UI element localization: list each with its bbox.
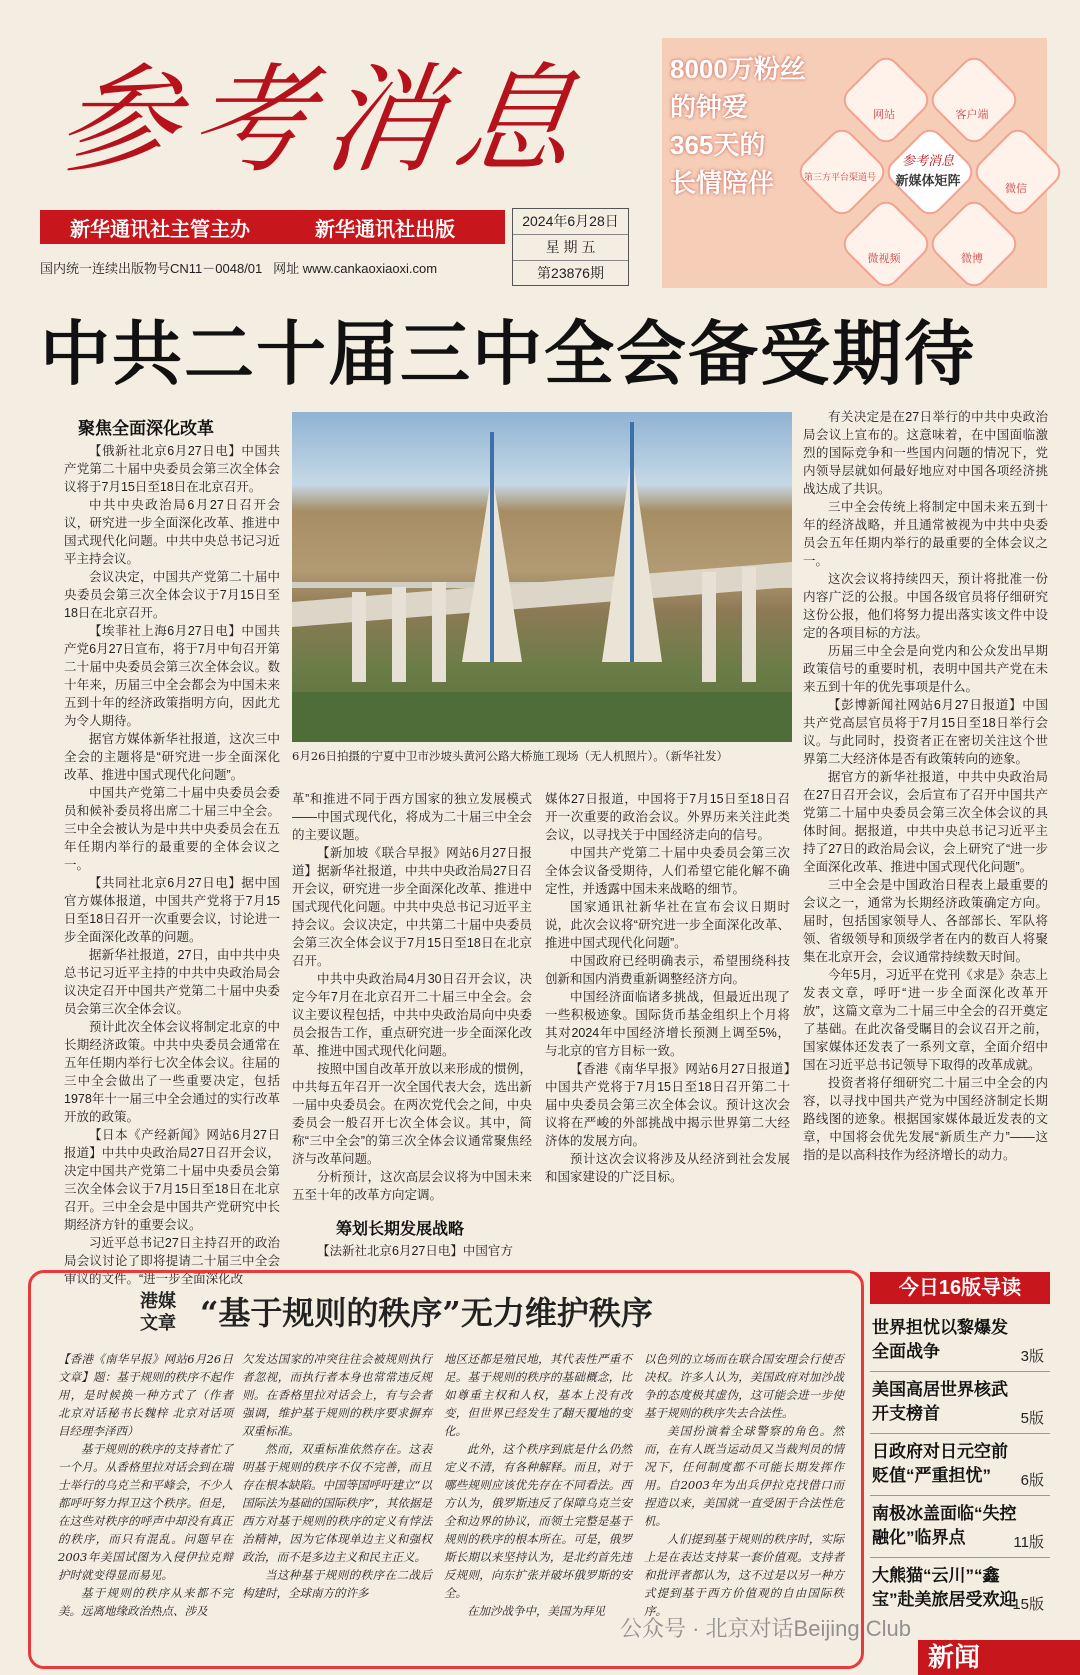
column-2 [292,790,532,1202]
paragraph: 历届三中全会是向党内和公众发出早期政策信号的重要时机，表明中国共产党在未来五到十年的优先事项是什么。 [803,644,1048,694]
paragraph: 【俄新社北京6月27日电】中国共产党第二十届中央委员会第三次全体会议将于7月15日至18日在北京召开。 [64,444,280,494]
masthead-logo: 参考消息 [50,51,598,189]
lower-column-4 [644,1350,844,1650]
paragraph: 媒体27日报道，中国将于7月15日至18日召开一次重要的政治会议。外界历来关注此类会议，以寻找关于中国经济走向的信号。 [545,792,790,842]
lower-column-1 [58,1350,233,1650]
paragraph: 中国共产党第二十届中央委员会第三次全体会议备受期待，人们希望它能化解不确定性，并透露中国未来战略的细节。 [545,846,790,896]
ad-slogan [670,50,806,202]
ad-line-4: 长情陪伴 [670,168,775,198]
paragraph: 今年5月，习近平在党刊《求是》杂志上发表文章，呼吁“进一步全面深化改革开放”，这篇文章为二十届三中全会的召开奠定了基础。在此次备受瞩目的会议召开之前，国家媒体还发表了一系列文章，全面介绍中国在习近平总书记领导下取得的改革成就。 [803,968,1048,1072]
paragraph: 地区还都是殖民地，其代表性严重不足。基于规则的秩序的基础概念，比如尊重主权和人权，基本上没有改变，但世界已经发生了翻天覆地的变化。 [444,1352,632,1438]
paragraph: 欠发达国家的冲突往往会被规则执行者忽视，而执行者本身也常常违反规则。在香格里拉对话会上，有与会者强调，维护基于规则的秩序要求摒弃双重标准。 [242,1352,432,1438]
contents-item[interactable] [870,1558,1050,1619]
paragraph: 当这种基于规则的秩序在二战后构建时，全球南方的许多 [242,1568,432,1600]
paragraph: 三中全会传统上将制定中国未来五到十年的经济战略，并且通常被视为中共中央委员会五年任期内举行的最重要的全体会议之一。 [803,500,1048,568]
contents-item[interactable] [870,1372,1050,1434]
paragraph: 此外，这个秩序到底是什么仍然定义不清，有各种解释。而且，对于哪些规则应该优先存在不同看法。西方认为，俄罗斯违反了保障乌克兰安全和边界的协议，而领土完整是基于规则的秩序的根本所在。可是，俄罗斯长期以来坚持认为，是北约首先违反规则，向东扩张并破坏俄罗斯的安全。 [444,1442,632,1600]
contents-list [870,1310,1050,1619]
contents-item-title: 南极冰盖面临“失控融化”临界点 [872,1504,1017,1547]
column-3 [545,790,790,1262]
issue-weekday: 星 期 五 [513,235,628,261]
bridge-construction-image [292,412,792,742]
paragraph: 中国政府已经明确表示，希望围绕科技创新和国内消费重新调整经济方向。 [545,954,790,986]
paragraph: 习近平总书记27日主持召开的政治局会议讨论了即将提请二十届三中全会审议的文件。“进一步全面深化改 [64,1236,280,1286]
paragraph: 据官方媒体新华社报道，这次三中全会的主题将是“研究进一步全面深化改革、推进中国式现代化问题”。 [64,732,280,782]
paragraph: 中共中央政治局6月27日召开会议，研究进一步全面深化改革、推进中国式现代化问题。中共中央总书记习近平主持会议。 [64,498,280,566]
website-link[interactable]: 网址 www.cankaoxiaoxi.com [273,261,438,276]
contents-item-title: 世界担忧以黎爆发全面战争 [872,1318,1008,1361]
contents-item[interactable] [870,1434,1050,1496]
paragraph: 据官方的新华社报道，中共中央政治局在27日召开会议，会后宣布了召开中国共产党第二十届中央委员会第三次全体会议的具体时间。据报道，中共中央总书记习近平主持了27日的政治局会议，会上研究了“进一步全面深化改革、推进中国式现代化问题”。 [803,770,1048,874]
contents-item-page: 11版 [1013,1534,1044,1551]
paragraph: 投资者将仔细研究二十届三中全会的内容，以寻找中国共产党为中国经济制定长期路线图的迹象。根据国家媒体最近发表的文章，中国将会优先发展“新质生产力”——这指的是以高科技作为经济增长的动力。 [803,1076,1048,1162]
paragraph: 有关决定是在27日举行的中共中央政治局会议上宣布的。这意味着，在中国面临激烈的国际竞争和一些国内问题的情况下，党内领导层就如何最好地应对中国各项经济挑战达成了共识。 [803,410,1048,496]
paragraph: 在加沙战争中，美国为拜见 [467,1604,605,1618]
paragraph: 【新加坡《联合早报》网站6月27日报道】据新华社报道，中共中央政治局27日召开会议，研究进一步全面深化改革、推进中国式现代化问题。中共中央总书记习近平主持会议。会议决定，中共第二十届中央委员会第三次全体会议于7月15日至18日在北京召开。 [292,846,532,968]
ad-line-2: 的钟爱 [670,92,749,122]
paragraph: 【香港《南华早报》网站6月27日报道】中国共产党将于7月15日至18日召开第二十届中央委员会第三次全体会议。预计这次会议将在严峻的外部挑战中揭示世界第二大经济体的发展方向。 [545,1062,790,1148]
paragraph: 分析预计，这次高层会议将为中国未来五至十年的改革方向定调。 [292,1170,532,1202]
paragraph: 预计这次会议将涉及从经济到社会发展和国家建设的广泛目标。 [545,1152,790,1184]
paragraph: 美国扮演着全球警察的角色。然而，在有人既当运动员又当裁判员的情况下，任何制度都不可能长期发挥作用。自2003年为出兵伊拉克找借口而捏造以来，美国就一直受困于合法性危机。 [644,1424,844,1528]
paragraph: 预计此次全体会议将制定北京的中长期经济政策。中共中央委员会通常在五年任期内举行七次全体会议。往届的三中全会做出了一些重要决定，包括1978年十一届三中全会通过的实行改革开放的政策。 [64,1020,280,1124]
paragraph: 据新华社报道，27日，由中共中央总书记习近平主持的中共中央政治局会议决定召开中国共产党第二十届中央委员会第三次全体会议。 [64,948,280,1016]
ad-icon-label: 客户端 [955,109,989,121]
ad-center-logo: 参考消息 [901,153,954,168]
lower-column-3 [444,1350,632,1650]
date-box [512,208,629,286]
publisher-bar [40,210,505,244]
col2-subhead: 筹划长期发展战略 [336,1221,465,1238]
ad-line-1: 8000万粉丝 [670,54,806,84]
paragraph: 会议决定，中国共产党第二十届中央委员会第三次全体会议于7月15日至18日在北京召开。 [64,570,280,620]
wechat-watermark: 公众号 · 北京对话Beijing Club [620,1616,911,1641]
contents-item[interactable] [870,1310,1050,1372]
paragraph: 中共中央政治局4月30日召开会议，决定今年7月在北京召开二十届三中全会。会议主要议程包括，中共中央政治局向中央委员会报告工作，重点研究进一步全面深化改革、推进中国式现代化问题。 [292,972,532,1058]
issue-number: 第23876期 [537,265,604,281]
article-title: “基于规则的秩序”无力维护秩序 [200,1294,653,1332]
paragraph: 【法新社北京6月27日电】中国官方 [317,1244,513,1258]
paragraph: 国家通讯社新华社在宣布会议日期时说，此次会议将“研究进一步全面深化改革、推进中国式现代化问题”。 [545,900,790,950]
paragraph: 这次会议将持续四天，预计将批准一份内容广泛的公报。中国各级官员将仔细研究这份公报，他们将努力提出落实该文件中设定的各项目标的方法。 [803,572,1048,640]
ad-icon-label: 微博 [961,253,983,265]
col2-tail [292,1242,532,1262]
ad-center-label: 新媒体矩阵 [895,173,961,188]
paragraph: 【彭博新闻社网站6月27日报道】中国共产党高层官员将于7月15日至18日举行会议。与此同时，投资者正在密切关注这个世界第二大经济体是否有政策转向的迹象。 [803,698,1048,766]
paragraph: 【埃菲社上海6月27日电】中国共产党6月27日宣布，将于7月中旬召开第二十届中央委员会第三次全体会议。数十年来，历届三中全会都会为中国未来五到十年的经济政策指明方向，因此尤为令人期待。 [64,624,280,728]
paragraph: 基于规则的秩序的支持者忙了一个月。从香格里拉对话会到在瑞士举行的乌克兰和平峰会，不少人都呼吁努力捍卫这个秩序。但是，在这些对秩序的呼声中却没有真正的秩序，而只有混乱。问题早在2003年美国试图为入侵伊拉克辩护时就变得显而易见。 [58,1442,233,1582]
media-matrix-ad[interactable] [662,38,1047,288]
ad-line-3: 365天的 [670,130,766,160]
publisher-left: 新华通讯社主管主办 [70,219,250,241]
contents-item[interactable] [870,1496,1050,1558]
ad-icon-label: 微视频 [867,253,901,265]
contents-item-title: 日政府对日元空前贬值“严重担忧” [872,1442,1008,1485]
paragraph: 【日本《产经新闻》网站6月27日报道】中共中央政治局27日召开会议，决定中国共产党第二十届中央委员会第三次全体会议于7月15日至18日在北京召开。三中全会是中国共产党研究中长期经济方针的重要会议。 [64,1128,280,1232]
paragraph: 人们提到基于规则的秩序时，实际上是在表达支持某一套价值观。支持者和批评者都认为，这不过是以另一种方式提到基于西方价值观的自由国际秩序。 [644,1532,844,1618]
paragraph: 中国共产党第二十届中央委员会委员和候补委员将出席二十届三中全会。三中全会被认为是中共中央委员会在五年任期内举行的最重要的全体会议之一。 [64,786,280,872]
ad-icon-label: 微信 [1005,183,1027,195]
publisher-right: 新华通讯社出版 [315,219,455,241]
paragraph: 以色列的立场而在联合国安理会行使否决权。许多人认为，美国政府对加沙战争的态度极其虚伪，这可能会进一步使基于规则的秩序失去合法性。 [644,1352,844,1420]
masthead [50,30,640,210]
paragraph: 【共同社北京6月27日电】据中国官方媒体报道，中国共产党将于7月15日至18日召开一次重要会议，讨论进一步全面深化改革的问题。 [64,876,280,944]
paragraph: 三中全会是中国政治日程表上最重要的会议之一，通常为长期经济政策确定方向。届时，包括国家领导人、各部部长、军队将领、省级领导和顶级学者在内的数百人将聚集在北京开会，会议通常持续数天时间。 [803,878,1048,964]
contents-item-page: 6版 [1020,1472,1044,1489]
ad-icon-label: 第三方平台渠道号 [803,172,876,182]
contents-item-title: 大熊猫“云川”“鑫宝”赴美旅居受欢迎 [872,1566,1017,1609]
news-section-tag[interactable]: 新闻 [918,1640,1080,1675]
serial-number: 国内统一连续出版物号CN11－0048/01 [40,261,263,276]
paragraph: 中国经济面临诸多挑战，但最近出现了一些积极迹象。国际货币基金组织上个月将其对2024年中国经济增长预测上调至5%，与北京的官方目标一致。 [545,990,790,1058]
main-headline: 中共二十届三中全会备受期待 [40,315,976,393]
paragraph: 【香港《南华早报》网站6月26日文章】题：基于规则的秩序不起作用，是时候换一种方式了（作者 北京对话秘书长魏梓 北京对话项目经理李泽西） [58,1352,233,1438]
paragraph: 基于规则的秩序从来都不完美。远离地缘政治热点、涉及 [58,1586,233,1618]
ad-icon-label: 网站 [873,109,895,121]
contents-item-page: 15版 [1012,1596,1044,1613]
contents-item-page: 5版 [1020,1410,1044,1427]
contents-header: 今日16版导读 [870,1272,1050,1304]
paragraph: 革”和推进不同于西方国家的独立发展模式——中国式现代化，将成为二十届三中全会的主要议题。 [292,792,532,842]
column-4 [803,408,1048,1258]
article-kicker: 港媒 文章 [140,1291,176,1333]
lower-column-2 [242,1350,432,1650]
paragraph: 按照中国自改革开放以来形成的惯例，中共每五年召开一次全国代表大会，选出新一届中央委员会。在两次党代会之间，中央委员会一般召开七次全体会议。其中，简称“三中全会”的第三次全体会议通常聚焦经济与改革问题。 [292,1062,532,1166]
issue-date: 2024年6月28日 [513,209,628,235]
col1-subhead: 聚焦全面深化改革 [78,419,214,438]
contents-item-page: 3版 [1020,1348,1044,1365]
paragraph: 然而，双重标准依然存在。这表明基于规则的秩序不仅不完善，而且存在根本缺陷。中国等国呼吁建立“以国际法为基础的国际秩序”，其依据是西方对基于规则的秩序的定义有悖法治精神，因为它体现单边主义和强权政治，而不是多边主义和民主正义。 [242,1442,432,1564]
contents-item-title: 美国高居世界核武开支榜首 [872,1380,1008,1423]
news-photo[interactable] [292,412,792,742]
publication-info [40,258,437,277]
photo-caption: 6月26日拍摄的宁夏中卫市沙坡头黄河公路大桥施工现场（无人机照片）。（新华社发） [292,749,728,763]
